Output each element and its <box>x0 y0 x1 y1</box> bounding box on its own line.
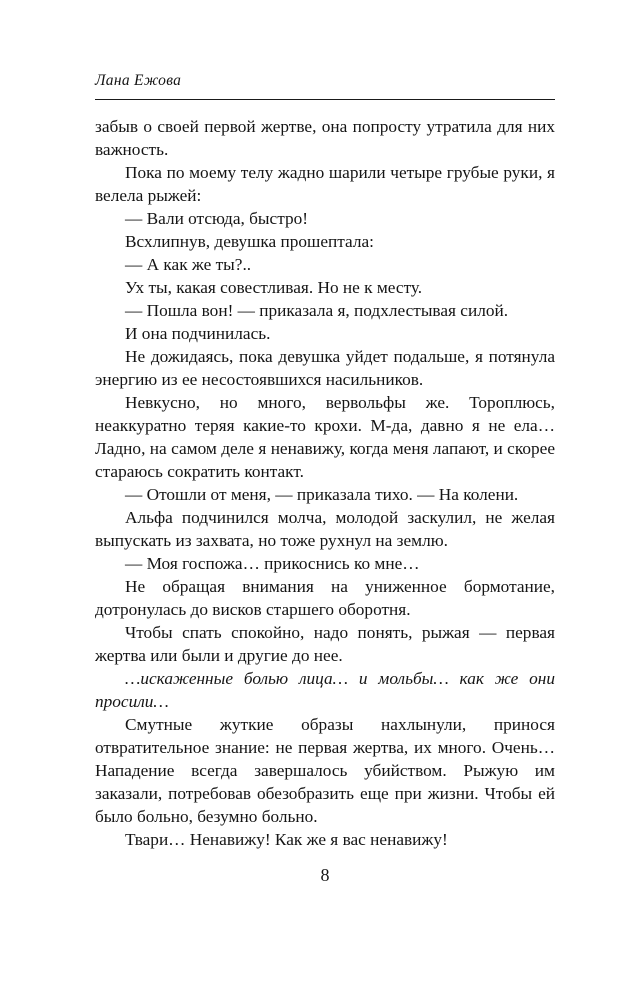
paragraph: Всхлипнув, девушка прошептала: <box>125 232 374 251</box>
paragraph: Смутные жуткие образы нахлынули, принося отвратительное знание: не первая жертва, их много. Очень… Нападение всегда завершалось убийством. Рыжую им заказали, потребовав обезобразить еще при жизни. Чтобы ей было больно, безумно больно. <box>95 715 555 826</box>
paragraph: Альфа подчинился молча, молодой заскулил, не желая выпускать из захвата, но тоже рухнул на землю. <box>95 508 555 550</box>
paragraph: Пока по моему телу жадно шарили четыре грубые руки, я велела рыжей: <box>95 163 555 205</box>
paragraph: — А как же ты?.. <box>125 255 252 274</box>
paragraph: забыв о своей первой жертве, она попросту утратила для них важность. <box>95 117 555 159</box>
running-header-author: Лана Ежова <box>95 72 555 100</box>
paragraph: И она подчинилась. <box>125 324 271 343</box>
paragraph: Чтобы спать спокойно, надо понять, рыжая — первая жертва или были и другие до нее. <box>95 623 555 665</box>
paragraph: …искаженные болью лица… и мольбы… как же они просили… <box>95 669 555 711</box>
paragraph: — Моя госпожа… прикоснись ко мне… <box>125 554 420 573</box>
paragraph: Ух ты, какая совестливая. Но не к месту. <box>125 278 423 297</box>
paragraph: Не обращая внимания на униженное бормотание, дотронулась до висков старшего оборотня. <box>95 577 555 619</box>
page-number: 8 <box>320 865 330 885</box>
paragraph: Невкусно, но много, вервольфы же. Тороплюсь, неаккуратно теряя какие-то крохи. М-да, давно я не ела… Ладно, на самом деле я ненавижу, когда меня лапают, и скорее стараюсь сократить контакт. <box>95 393 555 481</box>
paragraph: Твари… Ненавижу! Как же я вас ненавижу! <box>125 830 448 849</box>
paragraph: Не дожидаясь, пока девушка уйдет подальше, я потянула энергию из ее несостоявшихся насильников. <box>95 347 555 389</box>
paragraph: — Пошла вон! — приказала я, подхлестывая силой. <box>125 301 509 320</box>
page-body <box>95 115 555 851</box>
paragraph: — Отошли от меня, — приказала тихо. — На колени. <box>125 485 519 504</box>
paragraph: — Вали отсюда, быстро! <box>125 209 308 228</box>
